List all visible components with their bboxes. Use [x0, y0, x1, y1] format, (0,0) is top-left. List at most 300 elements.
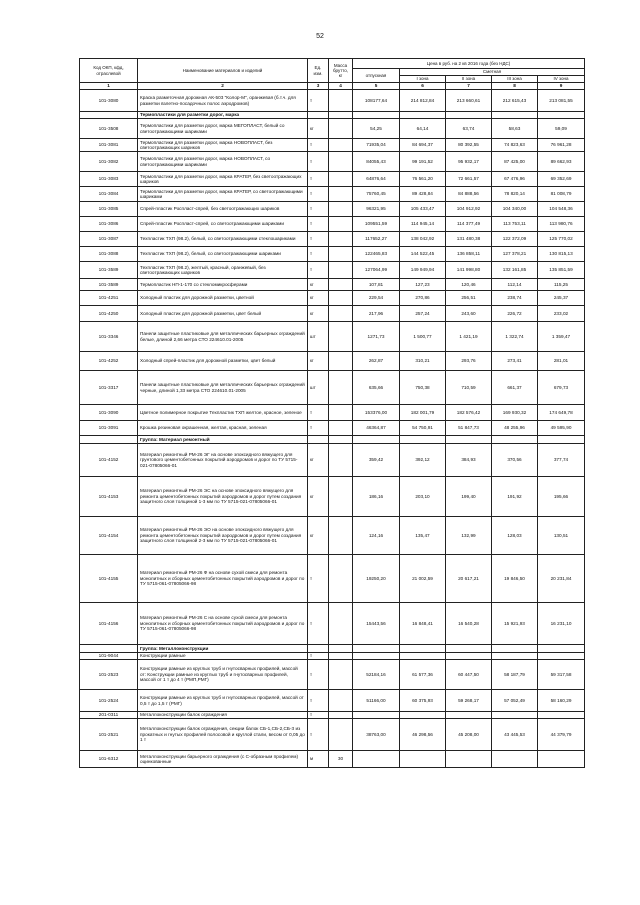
- unit-cell: т: [308, 217, 329, 232]
- price-zone-3-cell: 661,37: [492, 371, 538, 405]
- code-cell: 101-4153: [80, 477, 138, 517]
- code-cell: 101-3087: [80, 232, 138, 247]
- header-unit: Ед. изм.: [308, 59, 329, 83]
- code-cell: 101-3589: [80, 279, 138, 291]
- table-row: [80, 371, 585, 405]
- code-cell: 101-3082: [80, 152, 138, 172]
- price-zone-2-cell: [446, 645, 492, 653]
- name-cell: Панели защитные пластиковые для металлических барьерных ограждений черные, длиной 1,33 метра СТО 224610.01-2005: [138, 371, 308, 405]
- code-cell: 101-4155: [80, 555, 138, 603]
- price-zone-1-cell: 60 375,93: [400, 690, 446, 712]
- mass-cell: [329, 603, 353, 645]
- price-zone-1-cell: 144 522,45: [400, 247, 446, 262]
- price-release-cell: 96321,95: [353, 202, 400, 217]
- mass-cell: [329, 262, 353, 279]
- unit-cell: т: [308, 152, 329, 172]
- column-number: 7: [446, 83, 492, 90]
- price-zone-4-cell: 89 662,93: [538, 152, 585, 172]
- price-release-cell: 153376,00: [353, 405, 400, 421]
- price-zone-1-cell: 21 002,59: [400, 555, 446, 603]
- price-release-cell: 117652,27: [353, 232, 400, 247]
- name-cell: Материал ремонтный РМ-26 С на основе сухой смеси для ремонта монолитных и сборных цементобетонных покрытий аэродромов и дорог по ТУ 5715-061-07805066-98: [138, 603, 308, 645]
- name-cell: Техпластик ТХП (98.2), белый, со светоотражающими стеклошариками: [138, 232, 308, 247]
- price-zone-2-cell: 710,59: [446, 371, 492, 405]
- name-cell: Цветное полимерное покрытие Техпластик ТХП желтое, красное, зеленое: [138, 405, 308, 421]
- table-row: [80, 262, 585, 279]
- name-cell: Материал ремонтный РМ-26 ЭО на основе эпоксидного вяжущего для ремонта цементобетонных покрытий аэродромов и дорог путем создания защитного слоя толщиной 2-3 мм по ТУ 5715-021-07805066-01: [138, 517, 308, 555]
- price-zone-2-cell: 293,76: [446, 352, 492, 371]
- price-zone-4-cell: 377,74: [538, 444, 585, 477]
- unit-cell: т: [308, 603, 329, 645]
- table-row: [80, 279, 585, 291]
- unit-cell: т: [308, 139, 329, 152]
- price-zone-1-cell: 99 191,52: [400, 152, 446, 172]
- unit-cell: т: [308, 653, 329, 660]
- price-zone-2-cell: 256,51: [446, 291, 492, 306]
- price-zone-2-cell: 131 480,38: [446, 232, 492, 247]
- mass-cell: [329, 217, 353, 232]
- code-cell: 101-2523: [80, 660, 138, 690]
- table-row: [80, 202, 585, 217]
- name-cell: Холодный спрей-пластик для дорожной разметки, цвет белый: [138, 352, 308, 371]
- price-zone-4-cell: 135 851,59: [538, 262, 585, 279]
- table-row: [80, 139, 585, 152]
- column-number: 8: [492, 83, 538, 90]
- name-cell: Конструкции рамные из круглых труб и гнутосварных профилей, массой от: Конструкции рамные из круглых труб и гнутосварных профилей, массой от 1 т до 4 т (РМП,РМГ): [138, 660, 308, 690]
- price-zone-1-cell: 182 001,79: [400, 405, 446, 421]
- column-number: 5: [353, 83, 400, 90]
- price-zone-2-cell: 120,46: [446, 279, 492, 291]
- price-release-cell: [353, 653, 400, 660]
- code-cell: 101-4156: [80, 603, 138, 645]
- price-zone-4-cell: 104 548,36: [538, 202, 585, 217]
- price-zone-3-cell: [492, 112, 538, 119]
- price-zone-2-cell: 199,40: [446, 477, 492, 517]
- price-zone-2-cell: 141 998,80: [446, 262, 492, 279]
- price-release-cell: 52184,16: [353, 660, 400, 690]
- mass-cell: [329, 653, 353, 660]
- mass-cell: [329, 202, 353, 217]
- mass-cell: [329, 112, 353, 119]
- price-zone-1-cell: 89 428,84: [400, 187, 446, 202]
- unit-cell: т: [308, 660, 329, 690]
- price-zone-2-cell: 1 421,19: [446, 322, 492, 352]
- code-cell: 101-3091: [80, 421, 138, 436]
- name-cell: Термопластик НП-1-170 со стекломикросферами: [138, 279, 308, 291]
- mass-cell: [329, 232, 353, 247]
- price-zone-2-cell: 59 268,17: [446, 690, 492, 712]
- table-row: [80, 119, 585, 139]
- price-zone-3-cell: 78 820,14: [492, 187, 538, 202]
- unit-cell: т: [308, 202, 329, 217]
- price-release-cell: [353, 645, 400, 653]
- price-zone-3-cell: 15 921,93: [492, 603, 538, 645]
- price-zone-2-cell: 182 576,42: [446, 405, 492, 421]
- name-cell: Термопластики для разметки дорог, марка КРАТЕР, со светоотражающими шариками: [138, 187, 308, 202]
- unit-cell: кг: [308, 279, 329, 291]
- unit-cell: т: [308, 690, 329, 712]
- price-release-cell: 217,96: [353, 306, 400, 322]
- price-zone-3-cell: 48 255,96: [492, 421, 538, 436]
- price-zone-4-cell: 130 815,13: [538, 247, 585, 262]
- price-zone-3-cell: 58 187,79: [492, 660, 538, 690]
- price-zone-1-cell: 127,23: [400, 279, 446, 291]
- price-release-cell: 359,42: [353, 444, 400, 477]
- table-row: [80, 247, 585, 262]
- header-zone-3: III зона: [492, 76, 538, 83]
- price-release-cell: 75760,45: [353, 187, 400, 202]
- mass-cell: [329, 555, 353, 603]
- code-cell: [80, 112, 138, 119]
- header-release: отпускная: [353, 69, 400, 83]
- price-release-cell: 54,25: [353, 119, 400, 139]
- price-zone-1-cell: 54 750,91: [400, 421, 446, 436]
- price-release-cell: 109551,59: [353, 217, 400, 232]
- code-cell: 101-4250: [80, 306, 138, 322]
- price-table: [79, 58, 585, 768]
- unit-cell: т: [308, 90, 329, 112]
- table-row: [80, 653, 585, 660]
- table-row: [80, 232, 585, 247]
- price-zone-3-cell: 74 823,63: [492, 139, 538, 152]
- price-zone-3-cell: 128,03: [492, 517, 538, 555]
- price-zone-3-cell: 127 378,21: [492, 247, 538, 262]
- price-release-cell: 15443,56: [353, 603, 400, 645]
- price-zone-3-cell: [492, 712, 538, 719]
- mass-cell: [329, 477, 353, 517]
- price-release-cell: 262,87: [353, 352, 400, 371]
- price-zone-4-cell: [538, 653, 585, 660]
- price-zone-4-cell: 130,51: [538, 517, 585, 555]
- code-cell: 201-0311: [80, 712, 138, 719]
- price-release-cell: 124,16: [353, 517, 400, 555]
- name-cell: Материал ремонтный РМ-26 ЭС на основе эпоксидного вяжущего для ремонта цементобетонных покрытий аэродромов и дорог путем создания защитного слоя толщиной 1-3 мм по ТУ 5715-021-07805066-01: [138, 477, 308, 517]
- mass-cell: [329, 712, 353, 719]
- price-zone-4-cell: 20 231,84: [538, 555, 585, 603]
- price-zone-1-cell: 64,14: [400, 119, 446, 139]
- price-release-cell: 19250,20: [353, 555, 400, 603]
- mass-cell: [329, 517, 353, 555]
- code-cell: 101-4152: [80, 444, 138, 477]
- name-cell: Конструкции рамные: [138, 653, 308, 660]
- price-zone-2-cell: 20 617,21: [446, 555, 492, 603]
- mass-cell: [329, 90, 353, 112]
- price-zone-1-cell: 114 945,14: [400, 217, 446, 232]
- unit-cell: кг: [308, 306, 329, 322]
- mass-cell: [329, 306, 353, 322]
- price-zone-1-cell: 203,10: [400, 477, 446, 517]
- name-cell: Группа: Металлоконструкции: [138, 645, 308, 653]
- mass-cell: [329, 645, 353, 653]
- mass-cell: [329, 352, 353, 371]
- unit-cell: кг: [308, 352, 329, 371]
- price-release-cell: 635,66: [353, 371, 400, 405]
- price-zone-1-cell: [400, 645, 446, 653]
- price-zone-2-cell: 45 208,00: [446, 719, 492, 751]
- price-zone-1-cell: 16 848,41: [400, 603, 446, 645]
- price-release-cell: 1271,73: [353, 322, 400, 352]
- code-cell: 101-3090: [80, 405, 138, 421]
- code-cell: 101-2521: [80, 719, 138, 751]
- table-row: [80, 603, 585, 645]
- column-number: 4: [329, 83, 353, 90]
- unit-cell: т: [308, 712, 329, 719]
- table-row: [80, 405, 585, 421]
- code-cell: 101-3080: [80, 90, 138, 112]
- price-zone-1-cell: 214 812,84: [400, 90, 446, 112]
- price-zone-4-cell: 113 980,76: [538, 217, 585, 232]
- table-row: [80, 645, 585, 653]
- price-zone-4-cell: [538, 645, 585, 653]
- price-zone-3-cell: 212 615,43: [492, 90, 538, 112]
- price-zone-3-cell: 191,92: [492, 477, 538, 517]
- table-row: [80, 751, 585, 768]
- table-row: [80, 306, 585, 322]
- table-row: [80, 444, 585, 477]
- price-zone-3-cell: 1 322,74: [492, 322, 538, 352]
- mass-cell: 30: [329, 751, 353, 768]
- table-row: [80, 352, 585, 371]
- name-cell: Материал ремонтный РМ-26 ЭГ на основе эпоксидного вяжущего для грунтового цементобетонных покрытий аэродромов и дорог по ТУ 5715-021-07805066-01: [138, 444, 308, 477]
- code-cell: [80, 436, 138, 444]
- price-zone-2-cell: 95 932,17: [446, 152, 492, 172]
- name-cell: Конструкции рамные из круглых труб и гнутосварных профилей, массой от 0,5 т до 1,5 т (РМГ): [138, 690, 308, 712]
- price-release-cell: 84055,43: [353, 152, 400, 172]
- price-zone-2-cell: 72 661,57: [446, 172, 492, 187]
- page-number: 52: [316, 33, 324, 40]
- price-zone-3-cell: 67 476,96: [492, 172, 538, 187]
- unit-cell: т: [308, 187, 329, 202]
- price-zone-4-cell: 281,01: [538, 352, 585, 371]
- unit-cell: т: [308, 555, 329, 603]
- name-cell: Термопластики для разметки дорог, марка КРАТЕР, без светоотражающих шариков: [138, 172, 308, 187]
- column-number: 2: [138, 83, 308, 90]
- price-release-cell: [353, 112, 400, 119]
- name-cell: Металлоконструкции барьерного ограждения (с С-образным профилем) оцинкованные: [138, 751, 308, 768]
- table-row: [80, 421, 585, 436]
- price-zone-3-cell: 370,56: [492, 444, 538, 477]
- price-zone-4-cell: 1 359,47: [538, 322, 585, 352]
- price-zone-4-cell: 44 379,79: [538, 719, 585, 751]
- mass-cell: [329, 139, 353, 152]
- price-zone-1-cell: 46 298,56: [400, 719, 446, 751]
- price-zone-3-cell: [492, 653, 538, 660]
- mass-cell: [329, 421, 353, 436]
- price-zone-2-cell: [446, 712, 492, 719]
- mass-cell: [329, 291, 353, 306]
- unit-cell: кг: [308, 119, 329, 139]
- table-row: [80, 322, 585, 352]
- price-zone-3-cell: 57 052,49: [492, 690, 538, 712]
- table-row: [80, 436, 585, 444]
- price-zone-2-cell: 136 858,11: [446, 247, 492, 262]
- price-zone-2-cell: 114 377,49: [446, 217, 492, 232]
- price-release-cell: 229,54: [353, 291, 400, 306]
- price-release-cell: [353, 751, 400, 768]
- unit-cell: кг: [308, 444, 329, 477]
- price-zone-3-cell: 122 372,09: [492, 232, 538, 247]
- price-zone-4-cell: 49 595,90: [538, 421, 585, 436]
- price-release-cell: 71935,04: [353, 139, 400, 152]
- header-zone-4: IV зона: [538, 76, 585, 83]
- unit-cell: м: [308, 751, 329, 768]
- mass-cell: [329, 279, 353, 291]
- table-row: [80, 90, 585, 112]
- price-zone-1-cell: 135,47: [400, 517, 446, 555]
- price-zone-4-cell: [538, 751, 585, 768]
- name-cell: Термопластики для разметки дорог, марка НОВОПЛАСТ, без светоотражающих шариков: [138, 139, 308, 152]
- price-zone-1-cell: 105 433,47: [400, 202, 446, 217]
- table-row: [80, 172, 585, 187]
- price-zone-4-cell: [538, 436, 585, 444]
- table-row: [80, 187, 585, 202]
- price-zone-1-cell: 392,12: [400, 444, 446, 477]
- unit-cell: шт: [308, 322, 329, 352]
- price-zone-3-cell: 226,72: [492, 306, 538, 322]
- unit-cell: т: [308, 172, 329, 187]
- unit-cell: т: [308, 719, 329, 751]
- price-zone-1-cell: 138 042,92: [400, 232, 446, 247]
- price-release-cell: 122465,83: [353, 247, 400, 262]
- price-release-cell: [353, 436, 400, 444]
- header-estimate: Сметная: [400, 69, 585, 76]
- name-cell: Панели защитные пластиковые для металлических барьерных ограждений белые, длиной 2,66 метра СТО 224610.01-2005: [138, 322, 308, 352]
- price-release-cell: 127064,99: [353, 262, 400, 279]
- code-cell: 101-4252: [80, 352, 138, 371]
- price-zone-4-cell: 59,09: [538, 119, 585, 139]
- price-release-cell: 38763,00: [353, 719, 400, 751]
- price-zone-3-cell: [492, 751, 538, 768]
- price-zone-4-cell: 125 770,02: [538, 232, 585, 247]
- price-zone-4-cell: 679,73: [538, 371, 585, 405]
- price-zone-2-cell: [446, 436, 492, 444]
- mass-cell: [329, 152, 353, 172]
- price-zone-3-cell: 19 846,50: [492, 555, 538, 603]
- price-zone-4-cell: 233,02: [538, 306, 585, 322]
- code-cell: 101-3317: [80, 371, 138, 405]
- table-body: [80, 90, 585, 768]
- unit-cell: [308, 112, 329, 119]
- price-zone-2-cell: 84 888,56: [446, 187, 492, 202]
- header-code: Код ОКП, кфд, отраслевой: [80, 59, 138, 83]
- price-zone-4-cell: 59 317,58: [538, 660, 585, 690]
- name-cell: Техпластик ТХП (98.2), желтый, красный, оранжевый, без светоотражающих шариков: [138, 262, 308, 279]
- code-cell: 101-3346: [80, 322, 138, 352]
- price-zone-2-cell: 60 447,50: [446, 660, 492, 690]
- header-zone-2: II зона: [446, 76, 492, 83]
- unit-cell: кг: [308, 517, 329, 555]
- header-price-title: Цена в руб. на 2 кв 2016 года (без НДС): [353, 59, 585, 69]
- mass-cell: [329, 247, 353, 262]
- column-number: 1: [80, 83, 138, 90]
- price-zone-3-cell: 104 340,00: [492, 202, 538, 217]
- mass-cell: [329, 172, 353, 187]
- price-zone-1-cell: 750,38: [400, 371, 446, 405]
- code-cell: 101-3081: [80, 139, 138, 152]
- price-release-cell: [353, 712, 400, 719]
- mass-cell: [329, 436, 353, 444]
- header-mass: Масса брутто, кг: [329, 59, 353, 83]
- price-release-cell: 51166,00: [353, 690, 400, 712]
- mass-cell: [329, 719, 353, 751]
- code-cell: 101-3086: [80, 217, 138, 232]
- unit-cell: шт: [308, 371, 329, 405]
- price-zone-3-cell: 112,14: [492, 279, 538, 291]
- table-row: [80, 217, 585, 232]
- price-zone-4-cell: 69 352,69: [538, 172, 585, 187]
- column-number: 9: [538, 83, 585, 90]
- name-cell: Холодный пластик для дорожной разметки, цвет белый: [138, 306, 308, 322]
- price-zone-1-cell: 310,21: [400, 352, 446, 371]
- mass-cell: [329, 322, 353, 352]
- price-zone-2-cell: 132,99: [446, 517, 492, 555]
- price-zone-1-cell: [400, 712, 446, 719]
- code-cell: 101-2524: [80, 690, 138, 712]
- table-row: [80, 690, 585, 712]
- unit-cell: т: [308, 405, 329, 421]
- table-row: [80, 291, 585, 306]
- price-release-cell: 107,81: [353, 279, 400, 291]
- code-cell: 101-3088: [80, 247, 138, 262]
- mass-cell: [329, 405, 353, 421]
- name-cell: Спрей-пластик Роспласт-спрей, со светоотражающими шариками: [138, 217, 308, 232]
- price-zone-1-cell: 1 500,77: [400, 322, 446, 352]
- price-zone-4-cell: 195,66: [538, 477, 585, 517]
- price-zone-1-cell: 270,86: [400, 291, 446, 306]
- price-zone-4-cell: 213 081,55: [538, 90, 585, 112]
- name-cell: Термопластики для разметки дорог, марка: [138, 112, 308, 119]
- name-cell: Спрей-пластик Роспласт-спрей, без светоотражающих шариков: [138, 202, 308, 217]
- unit-cell: т: [308, 247, 329, 262]
- table-row: [80, 660, 585, 690]
- price-zone-1-cell: 149 949,94: [400, 262, 446, 279]
- price-zone-4-cell: 174 649,78: [538, 405, 585, 421]
- price-release-cell: 64876,64: [353, 172, 400, 187]
- price-zone-3-cell: 43 445,53: [492, 719, 538, 751]
- column-number: 3: [308, 83, 329, 90]
- price-zone-4-cell: 76 961,28: [538, 139, 585, 152]
- price-zone-4-cell: 81 008,79: [538, 187, 585, 202]
- unit-cell: кг: [308, 291, 329, 306]
- price-zone-1-cell: [400, 436, 446, 444]
- price-zone-1-cell: [400, 751, 446, 768]
- mass-cell: [329, 444, 353, 477]
- name-cell: Термопластики для разметки дорог, марка МЕГОПЛАСТ, белый со светоотражающими шариками: [138, 119, 308, 139]
- code-cell: 101-3083: [80, 172, 138, 187]
- table-row: [80, 152, 585, 172]
- name-cell: Металлоконструкции балок ограждения: [138, 712, 308, 719]
- unit-cell: [308, 436, 329, 444]
- price-zone-2-cell: 51 847,73: [446, 421, 492, 436]
- price-release-cell: 108177,64: [353, 90, 400, 112]
- price-zone-2-cell: 104 912,92: [446, 202, 492, 217]
- price-zone-3-cell: 132 161,85: [492, 262, 538, 279]
- price-zone-4-cell: 245,37: [538, 291, 585, 306]
- price-zone-2-cell: 63,74: [446, 119, 492, 139]
- mass-cell: [329, 187, 353, 202]
- column-number: 6: [400, 83, 446, 90]
- code-cell: 101-3085: [80, 202, 138, 217]
- unit-cell: кг: [308, 477, 329, 517]
- code-cell: [80, 645, 138, 653]
- unit-cell: [308, 645, 329, 653]
- mass-cell: [329, 690, 353, 712]
- name-cell: Крошка резиновая окрашенная, желтая, красная, зеленая: [138, 421, 308, 436]
- price-zone-3-cell: [492, 436, 538, 444]
- unit-cell: т: [308, 262, 329, 279]
- code-cell: 101-3508: [80, 119, 138, 139]
- table-row: [80, 517, 585, 555]
